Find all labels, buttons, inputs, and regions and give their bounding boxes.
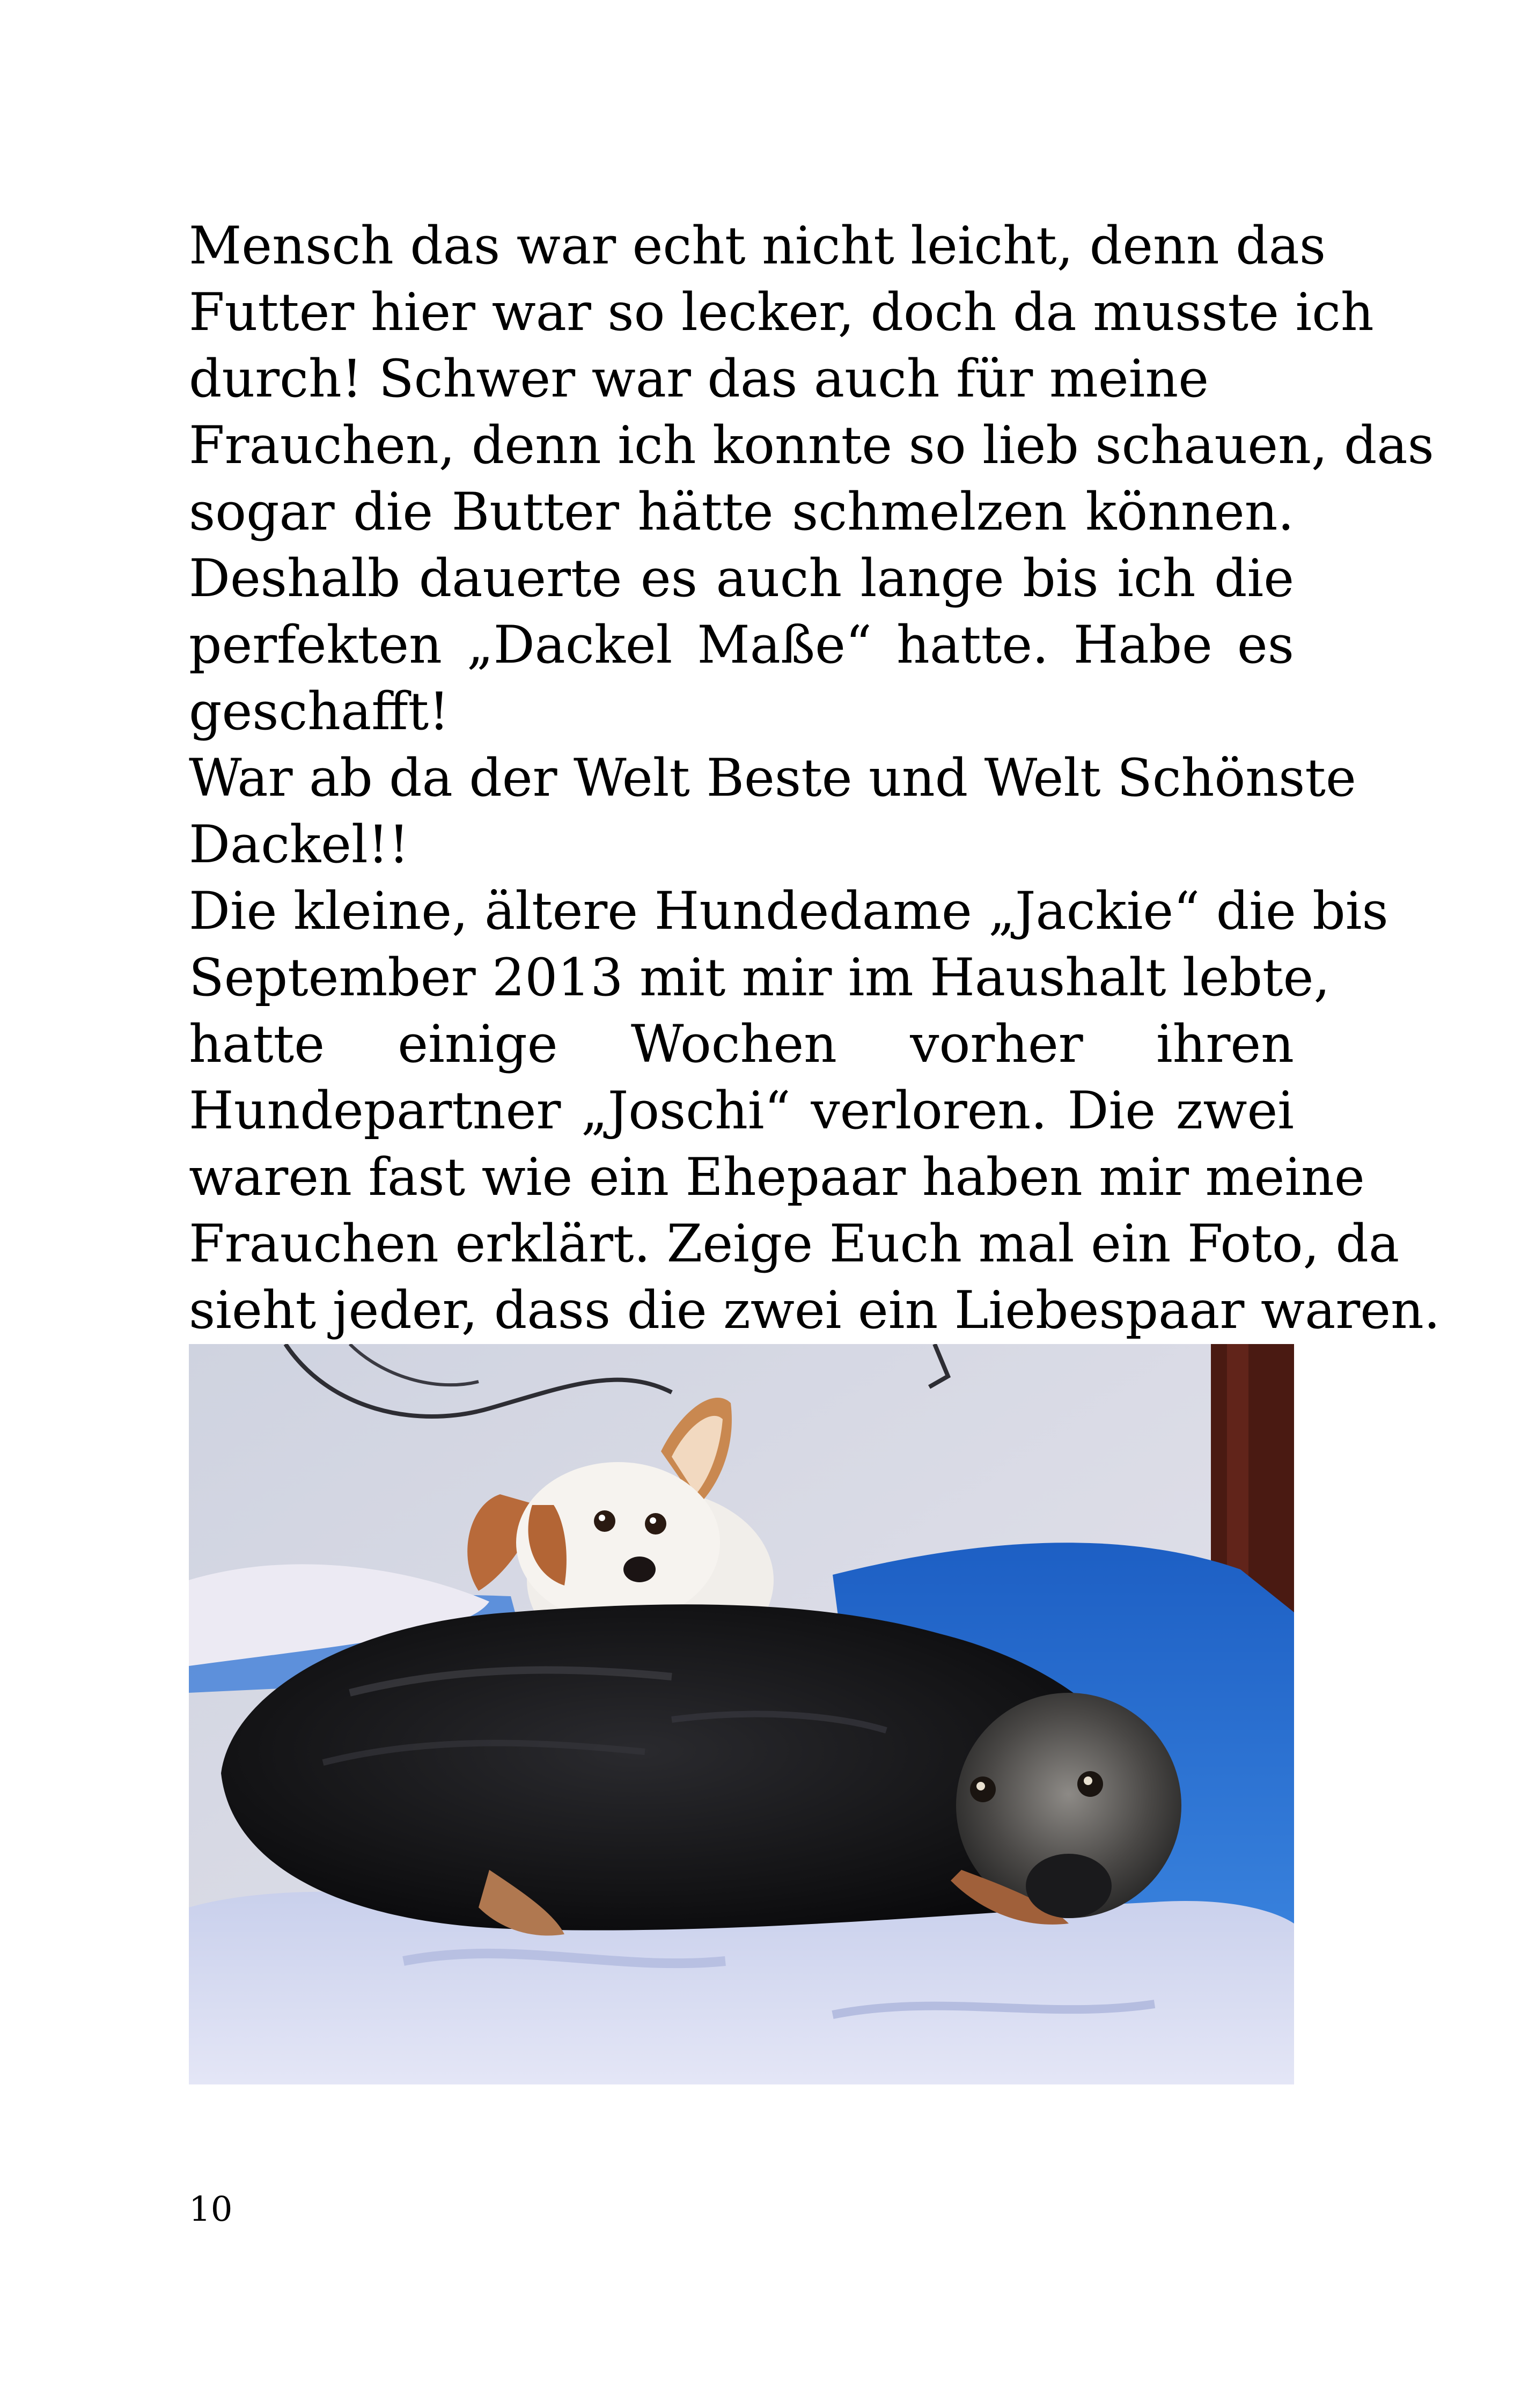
text-line: September 2013 mit mir im Haushalt lebte,: [189, 948, 1330, 1008]
text-line: Dackel!!: [189, 814, 409, 875]
text-line: perfekten „Dackel Maße“ hatte. Habe es: [189, 615, 1294, 675]
text-line: hatte einige Wochen vorher ihren: [189, 1014, 1294, 1074]
text-line: geschafft!: [189, 681, 450, 742]
text-line: sogar die Butter hätte schmelzen können.: [189, 482, 1294, 542]
text-line: War ab da der Welt Beste und Welt Schönste: [189, 748, 1356, 808]
text-line: Frauchen, denn ich konnte so lieb schauen, das: [189, 415, 1434, 475]
text-line: Futter hier war so lecker, doch da musste ich: [189, 282, 1374, 342]
dog-photo: [189, 1344, 1294, 2084]
paragraph-3: [189, 745, 1356, 878]
text-line: Die kleine, ältere Hundedame „Jackie“ die bis: [189, 881, 1388, 941]
page-number: 10: [189, 2190, 233, 2229]
text-line: sieht jeder, dass die zwei ein Liebespaar waren.: [189, 1280, 1441, 1340]
text-line: Hundepartner „Joschi“ verloren. Die zwei: [189, 1081, 1294, 1141]
body-text: [189, 212, 1441, 1344]
text-line: Mensch das war echt nicht leicht, denn das: [189, 216, 1326, 276]
text-line: Frauchen erklärt. Zeige Euch mal ein Foto, da: [189, 1214, 1400, 1274]
text-line: Deshalb dauerte es auch lange bis ich die: [189, 548, 1294, 608]
paragraph-2: [189, 412, 1434, 745]
paragraph-1: [189, 212, 1374, 412]
text-line: waren fast wie ein Ehepaar haben mir meine: [189, 1147, 1365, 1207]
paragraph-4: [189, 878, 1441, 1344]
text-line: durch! Schwer war das auch für meine: [189, 349, 1209, 409]
